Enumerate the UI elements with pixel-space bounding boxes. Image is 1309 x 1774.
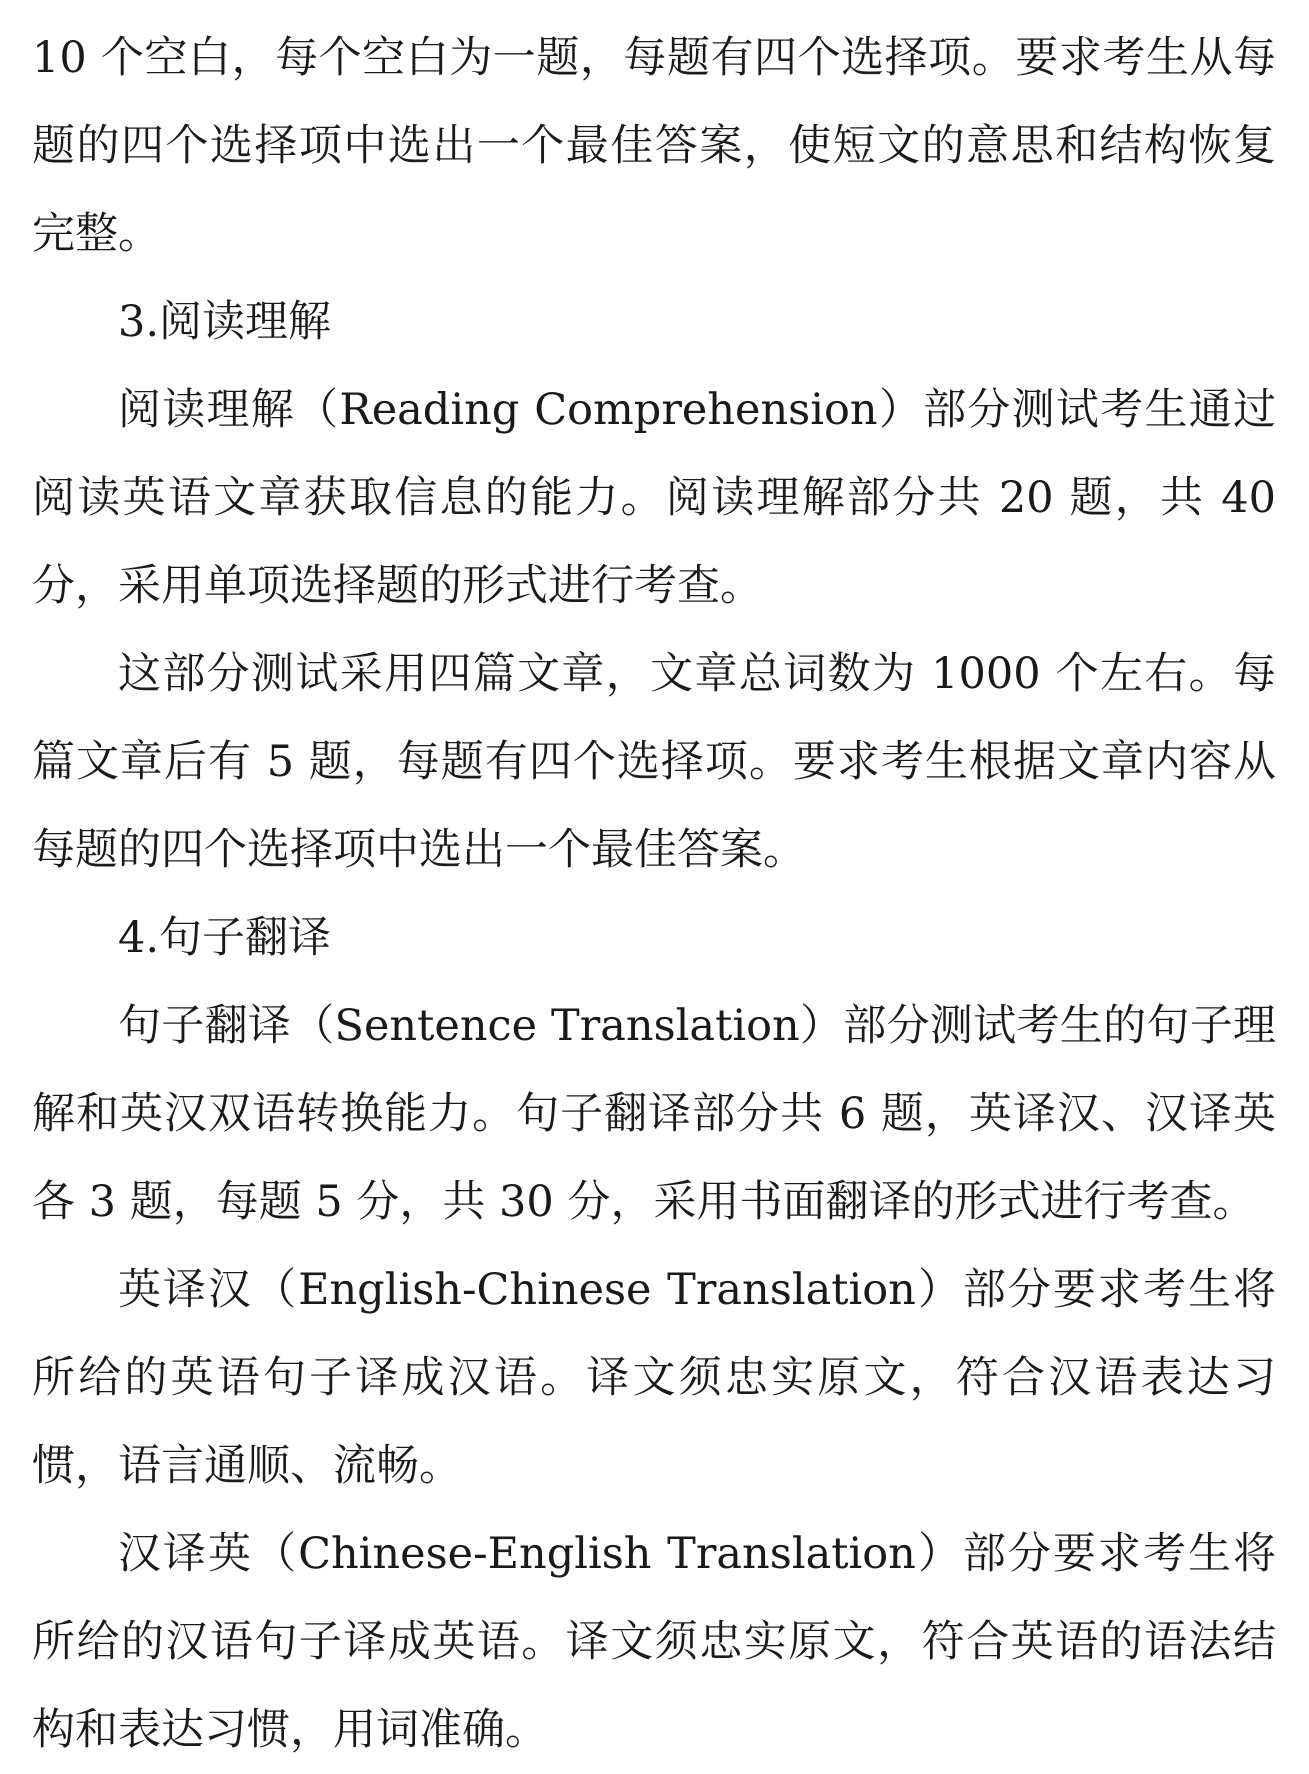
paragraph-reading-format: 这部分测试采用四篇文章，文章总词数为 1000 个左右。每篇文章后有 5 题，每题有四个选择项。要求考生根据文章内容从每题的四个选择项中选出一个最佳答案。 [32,649,1276,875]
paragraph-reading-overview: 阅读理解（Reading Comprehension）部分测试考生通过阅读英语文章获取信息的能力。阅读理解部分共 20 题，共 40 分，采用单项选择题的形式进行考查。 [32,385,1276,611]
paragraph-translation-overview: 句子翻译（Sentence Translation）部分测试考生的句子理解和英汉双语转换能力。句子翻译部分共 6 题，英译汉、汉译英各 3 题，每题 5 分，共 30 分，采用书面翻译的形式进行考查。 [32,1001,1276,1227]
document-page [32,14,1276,1774]
paragraph-chinese-english: 汉译英（Chinese-English Translation）部分要求考生将所给的汉语句子译成英语。译文须忠实原文，符合英语的语法结构和表达习惯，用词准确。 [32,1529,1276,1755]
paragraph-cloze-description: 10 个空白，每个空白为一题，每题有四个选择项。要求考生从每题的四个选择项中选出一个最佳答案，使短文的意思和结构恢复完整。 [32,33,1276,259]
section-heading-reading: 3.阅读理解 [118,297,332,347]
section-heading-translation: 4.句子翻译 [118,913,332,963]
paragraph-english-chinese: 英译汉（English-Chinese Translation）部分要求考生将所给的英语句子译成汉语。译文须忠实原文，符合汉语表达习惯，语言通顺、流畅。 [32,1265,1276,1491]
